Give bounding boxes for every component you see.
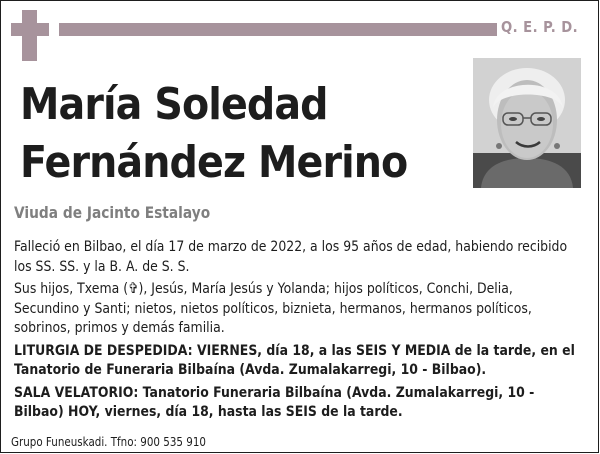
family-paragraph: Sus hijos, Txema (✞), Jesús, María Jesús y Yolanda; hijos políticos, Conchi, Delia, Secundino y Santi; nietos, nietos políticos, biznieta, hermanos, hermanos políticos, sobrinos, primos y demás familia. [14, 281, 532, 336]
portrait-image [473, 58, 581, 188]
qepd-tag: Q. E. P. D. [501, 18, 579, 36]
cross-icon-crossbar [11, 23, 49, 36]
portrait-photo [473, 58, 581, 188]
deceased-name-line2: Fernández Merino [20, 137, 408, 188]
death-notice-paragraph: Falleció en Bilbao, el día 17 de marzo de 2022, a los 95 años de edad, habiendo recibido los SS. SS. y la B. A. de S. S. [14, 239, 568, 275]
footer-contact: Grupo Funeuskadi. Tfno: 900 535 910 [11, 435, 206, 449]
header-rule [59, 23, 497, 36]
liturgy-paragraph: LITURGIA DE DESPEDIDA: VIERNES, día 18, a las SEIS Y MEDIA de la tarde, en el Tanatorio de Funeraria Bilbaína (Avda. Zumalakarregi, 10 - Bilbao). [14, 342, 575, 378]
deceased-name-line1: María Soledad [20, 79, 328, 130]
obituary-body [14, 238, 582, 426]
wake-room-paragraph: SALA VELATORIO: Tanatorio Funeraria Bilbaína (Avda. Zumalakarregi, 10 - Bilbao) HOY, viernes, día 18, hasta las SEIS de la tarde. [14, 384, 535, 420]
deceased-name [20, 76, 407, 192]
widow-subtitle: Viuda de Jacinto Estalayo [14, 203, 211, 222]
